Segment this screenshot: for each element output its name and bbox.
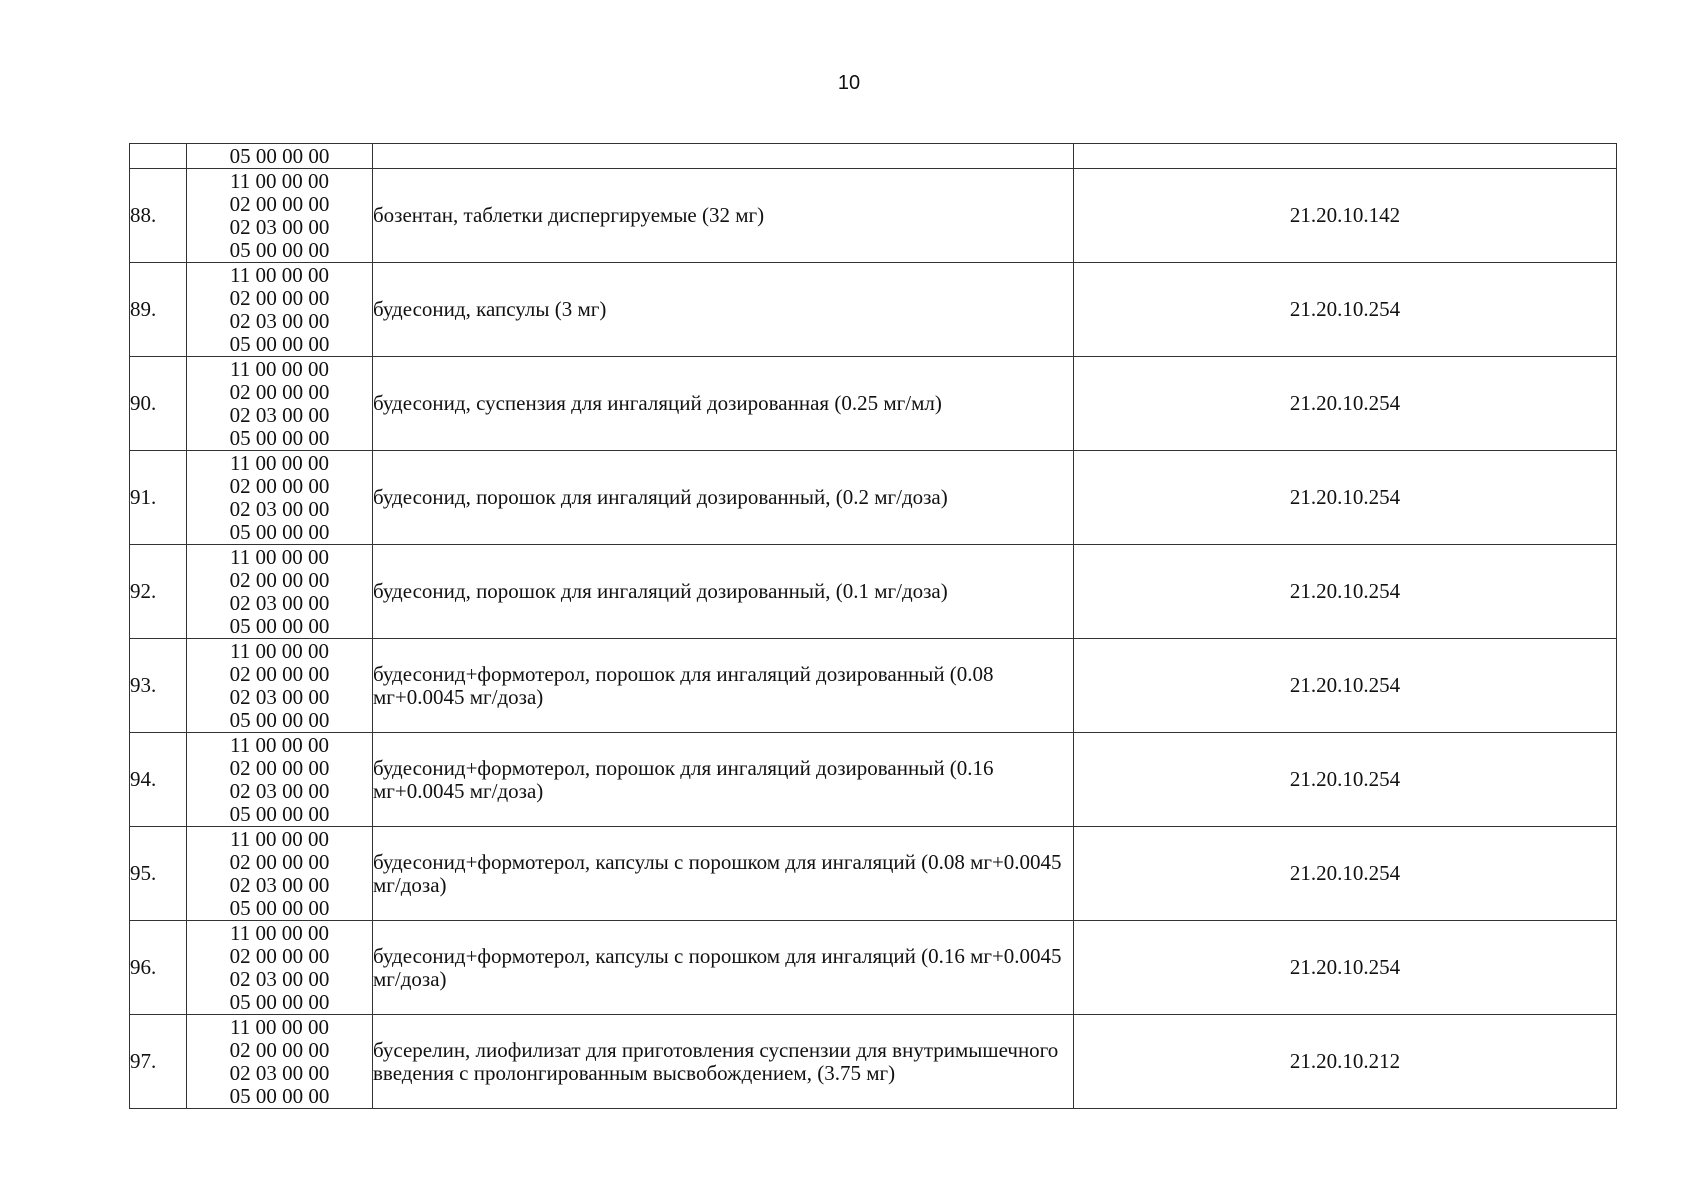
classifier-codes-cell (187, 545, 373, 639)
classifier-codes-cell (187, 1015, 373, 1109)
row-number-cell (130, 144, 187, 169)
table-row (130, 357, 1617, 451)
classifier-codes-cell (187, 357, 373, 451)
row-number-cell: 96. (130, 921, 187, 1015)
classifier-code: 11 00 00 00 (230, 168, 329, 193)
table-row (130, 639, 1617, 733)
row-number-cell: 91. (130, 451, 187, 545)
drug-name-cell: бусерелин, лиофилизат для приготовления суспензии для внутримышечного введения с пролонгированным высвобождением, (3.75 мг) (373, 1015, 1074, 1109)
classifier-code: 02 03 00 00 (229, 308, 330, 333)
row-number-cell: 88. (130, 169, 187, 263)
drug-name-cell: будесонид+формотерол, порошок для ингаляций дозированный (0.16 мг+0.0045 мг/доза) (373, 733, 1074, 827)
okpd-code-cell: 21.20.10.254 (1074, 451, 1617, 545)
classifier-code: 05 00 00 00 (229, 989, 330, 1014)
classifier-code: 11 00 00 00 (230, 356, 329, 381)
classifier-code: 11 00 00 00 (230, 262, 329, 287)
classifier-code: 02 03 00 00 (229, 496, 330, 521)
classifier-code: 05 00 00 00 (229, 801, 330, 826)
classifier-code: 02 03 00 00 (229, 684, 330, 709)
drug-name-cell: будесонид+формотерол, капсулы с порошком для ингаляций (0.16 мг+0.0045 мг/доза) (373, 921, 1074, 1015)
classifier-code: 05 00 00 00 (229, 331, 330, 356)
drug-name-cell: будесонид+формотерол, капсулы с порошком для ингаляций (0.08 мг+0.0045 мг/доза) (373, 827, 1074, 921)
row-number-cell: 89. (130, 263, 187, 357)
classifier-code: 05 00 00 00 (229, 237, 330, 262)
classifier-code: 02 00 00 00 (229, 849, 330, 874)
classifier-code: 02 00 00 00 (229, 191, 330, 216)
classifier-code: 11 00 00 00 (230, 732, 329, 757)
page-number: 10 (837, 72, 861, 94)
classifier-codes-cell (187, 263, 373, 357)
table-row (130, 169, 1617, 263)
table-row (130, 545, 1617, 639)
row-number-cell: 95. (130, 827, 187, 921)
classifier-codes-cell (187, 144, 373, 169)
drug-name-cell (373, 144, 1074, 169)
drug-name-cell: будесонид, суспензия для ингаляций дозированная (0.25 мг/мл) (373, 357, 1074, 451)
drug-name-cell: будесонид, порошок для ингаляций дозированный, (0.2 мг/доза) (373, 451, 1074, 545)
row-number-cell: 94. (130, 733, 187, 827)
classifier-code: 02 00 00 00 (229, 943, 330, 968)
classifier-code: 05 00 00 00 (229, 1083, 330, 1108)
classifier-code: 11 00 00 00 (230, 1014, 329, 1039)
classifier-codes-cell (187, 169, 373, 263)
okpd-code-cell (1074, 144, 1617, 169)
okpd-code-cell: 21.20.10.254 (1074, 357, 1617, 451)
okpd-code-cell: 21.20.10.254 (1074, 733, 1617, 827)
classifier-code: 02 00 00 00 (229, 473, 330, 498)
classifier-code: 02 00 00 00 (229, 379, 330, 404)
classifier-codes-cell (187, 451, 373, 545)
classifier-code: 02 00 00 00 (229, 285, 330, 310)
classifier-code: 05 00 00 00 (229, 895, 330, 920)
table-row (130, 451, 1617, 545)
okpd-code-cell: 21.20.10.254 (1074, 921, 1617, 1015)
classifier-codes-cell (187, 827, 373, 921)
classifier-code: 11 00 00 00 (230, 450, 329, 475)
classifier-code: 05 00 00 00 (229, 143, 330, 168)
classifier-codes-cell (187, 639, 373, 733)
drug-name-cell: будесонид, капсулы (3 мг) (373, 263, 1074, 357)
row-number-cell: 92. (130, 545, 187, 639)
drug-name-cell: будесонид+формотерол, порошок для ингаляций дозированный (0.08 мг+0.0045 мг/доза) (373, 639, 1074, 733)
classifier-code: 02 03 00 00 (229, 872, 330, 897)
classifier-code: 11 00 00 00 (230, 920, 329, 945)
classifier-code: 02 03 00 00 (229, 590, 330, 615)
okpd-code-cell: 21.20.10.254 (1074, 263, 1617, 357)
okpd-code-cell: 21.20.10.254 (1074, 545, 1617, 639)
classifier-code: 02 03 00 00 (229, 778, 330, 803)
classifier-code: 11 00 00 00 (230, 638, 329, 663)
okpd-code-cell: 21.20.10.142 (1074, 169, 1617, 263)
okpd-code-cell: 21.20.10.254 (1074, 639, 1617, 733)
medication-table (129, 143, 1617, 1109)
classifier-code: 02 03 00 00 (229, 966, 330, 991)
classifier-code: 02 03 00 00 (229, 214, 330, 239)
classifier-code: 05 00 00 00 (229, 519, 330, 544)
classifier-code: 11 00 00 00 (230, 826, 329, 851)
classifier-code: 05 00 00 00 (229, 707, 330, 732)
row-number-cell: 97. (130, 1015, 187, 1109)
classifier-codes-cell (187, 733, 373, 827)
table-row (130, 733, 1617, 827)
okpd-code-cell: 21.20.10.212 (1074, 1015, 1617, 1109)
classifier-code: 02 00 00 00 (229, 661, 330, 686)
classifier-code: 02 03 00 00 (229, 402, 330, 427)
classifier-code: 05 00 00 00 (229, 425, 330, 450)
continuation-row (130, 144, 1617, 169)
classifier-code: 02 00 00 00 (229, 755, 330, 780)
classifier-code: 05 00 00 00 (229, 613, 330, 638)
table-row (130, 1015, 1617, 1109)
table-row (130, 827, 1617, 921)
row-number-cell: 93. (130, 639, 187, 733)
drug-name-cell: будесонид, порошок для ингаляций дозированный, (0.1 мг/доза) (373, 545, 1074, 639)
row-number-cell: 90. (130, 357, 187, 451)
table-row (130, 921, 1617, 1015)
drug-name-cell: бозентан, таблетки диспергируемые (32 мг) (373, 169, 1074, 263)
medication-table-body (130, 144, 1617, 1109)
classifier-code: 02 03 00 00 (229, 1060, 330, 1085)
table-row (130, 263, 1617, 357)
classifier-code: 02 00 00 00 (229, 1037, 330, 1062)
classifier-code: 02 00 00 00 (229, 567, 330, 592)
classifier-codes-cell (187, 921, 373, 1015)
okpd-code-cell: 21.20.10.254 (1074, 827, 1617, 921)
classifier-code: 11 00 00 00 (230, 544, 329, 569)
